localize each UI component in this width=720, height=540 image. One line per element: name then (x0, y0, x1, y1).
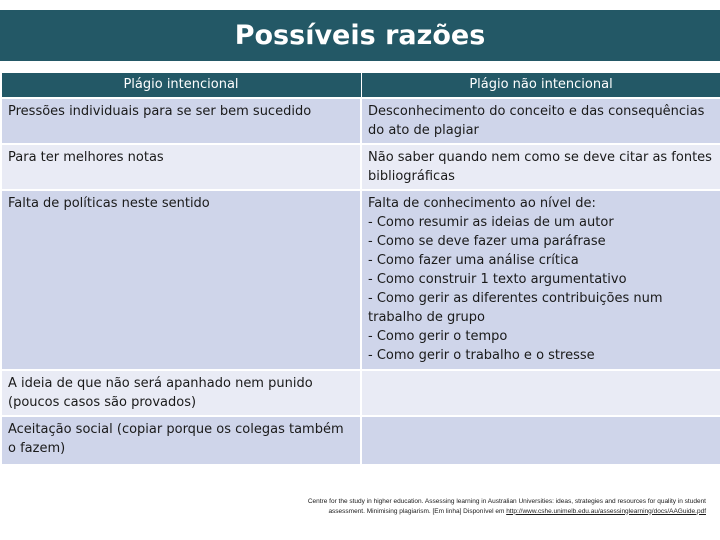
cell-line: - Como construir 1 texto argumentativo (368, 271, 627, 287)
cell-line: - Como gerir o tempo (368, 328, 508, 344)
table-row (1, 144, 720, 190)
cell-unintentional-empty (361, 370, 720, 416)
cell-line: - Como gerir as diferentes contribuições num trabalho de grupo (368, 290, 663, 325)
cell-unintentional (361, 190, 720, 370)
cell-unintentional (361, 144, 720, 190)
cell-intentional: Falta de políticas neste sentido (1, 190, 361, 370)
cell-intentional: Para ter melhores notas (1, 144, 361, 190)
table-row (1, 416, 720, 465)
table-row (1, 370, 720, 416)
reference-note (306, 497, 706, 516)
cell-intentional: Pressões individuais para se ser bem sucedido (1, 98, 361, 144)
cell-line: Não saber quando nem como se deve citar as fontes bibliográficas (368, 149, 712, 184)
slide-title: Possíveis razões (234, 20, 486, 51)
table-header-row (1, 73, 720, 98)
cell-line: - Como se deve fazer uma paráfrase (368, 233, 606, 249)
cell-intentional: A ideia de que não será apanhado nem punido (poucos casos são provados) (1, 370, 361, 416)
header-intentional: Plágio intencional (1, 73, 361, 98)
cell-intentional: Aceitação social (copiar porque os colegas também o fazem) (1, 416, 361, 465)
cell-unintentional-empty (361, 416, 720, 465)
table-row (1, 190, 720, 370)
cell-line: Desconhecimento do conceito e das consequências do ato de plagiar (368, 103, 705, 138)
cell-line: Falta de conhecimento ao nível de: (368, 195, 596, 211)
reference-text: Centre for the study in higher education. Assessing learning in Australian Universities: ideas, strategies and resources for quality in student assessment. Minimising plagiarism. [Em linha] Disponível em (307, 498, 706, 515)
cell-unintentional (361, 98, 720, 144)
reference-link[interactable]: http://www.cshe.unimelb.edu.au/assessinglearning/docs/AAGuide.pdf (506, 507, 706, 515)
cell-line: - Como gerir o trabalho e o stresse (368, 347, 595, 363)
table-row (1, 98, 720, 144)
reasons-table (0, 72, 720, 466)
cell-line: - Como fazer uma análise crítica (368, 252, 579, 268)
header-unintentional: Plágio não intencional (361, 73, 720, 98)
slide-title-bar (0, 10, 720, 61)
cell-line: - Como resumir as ideias de um autor (368, 214, 614, 230)
